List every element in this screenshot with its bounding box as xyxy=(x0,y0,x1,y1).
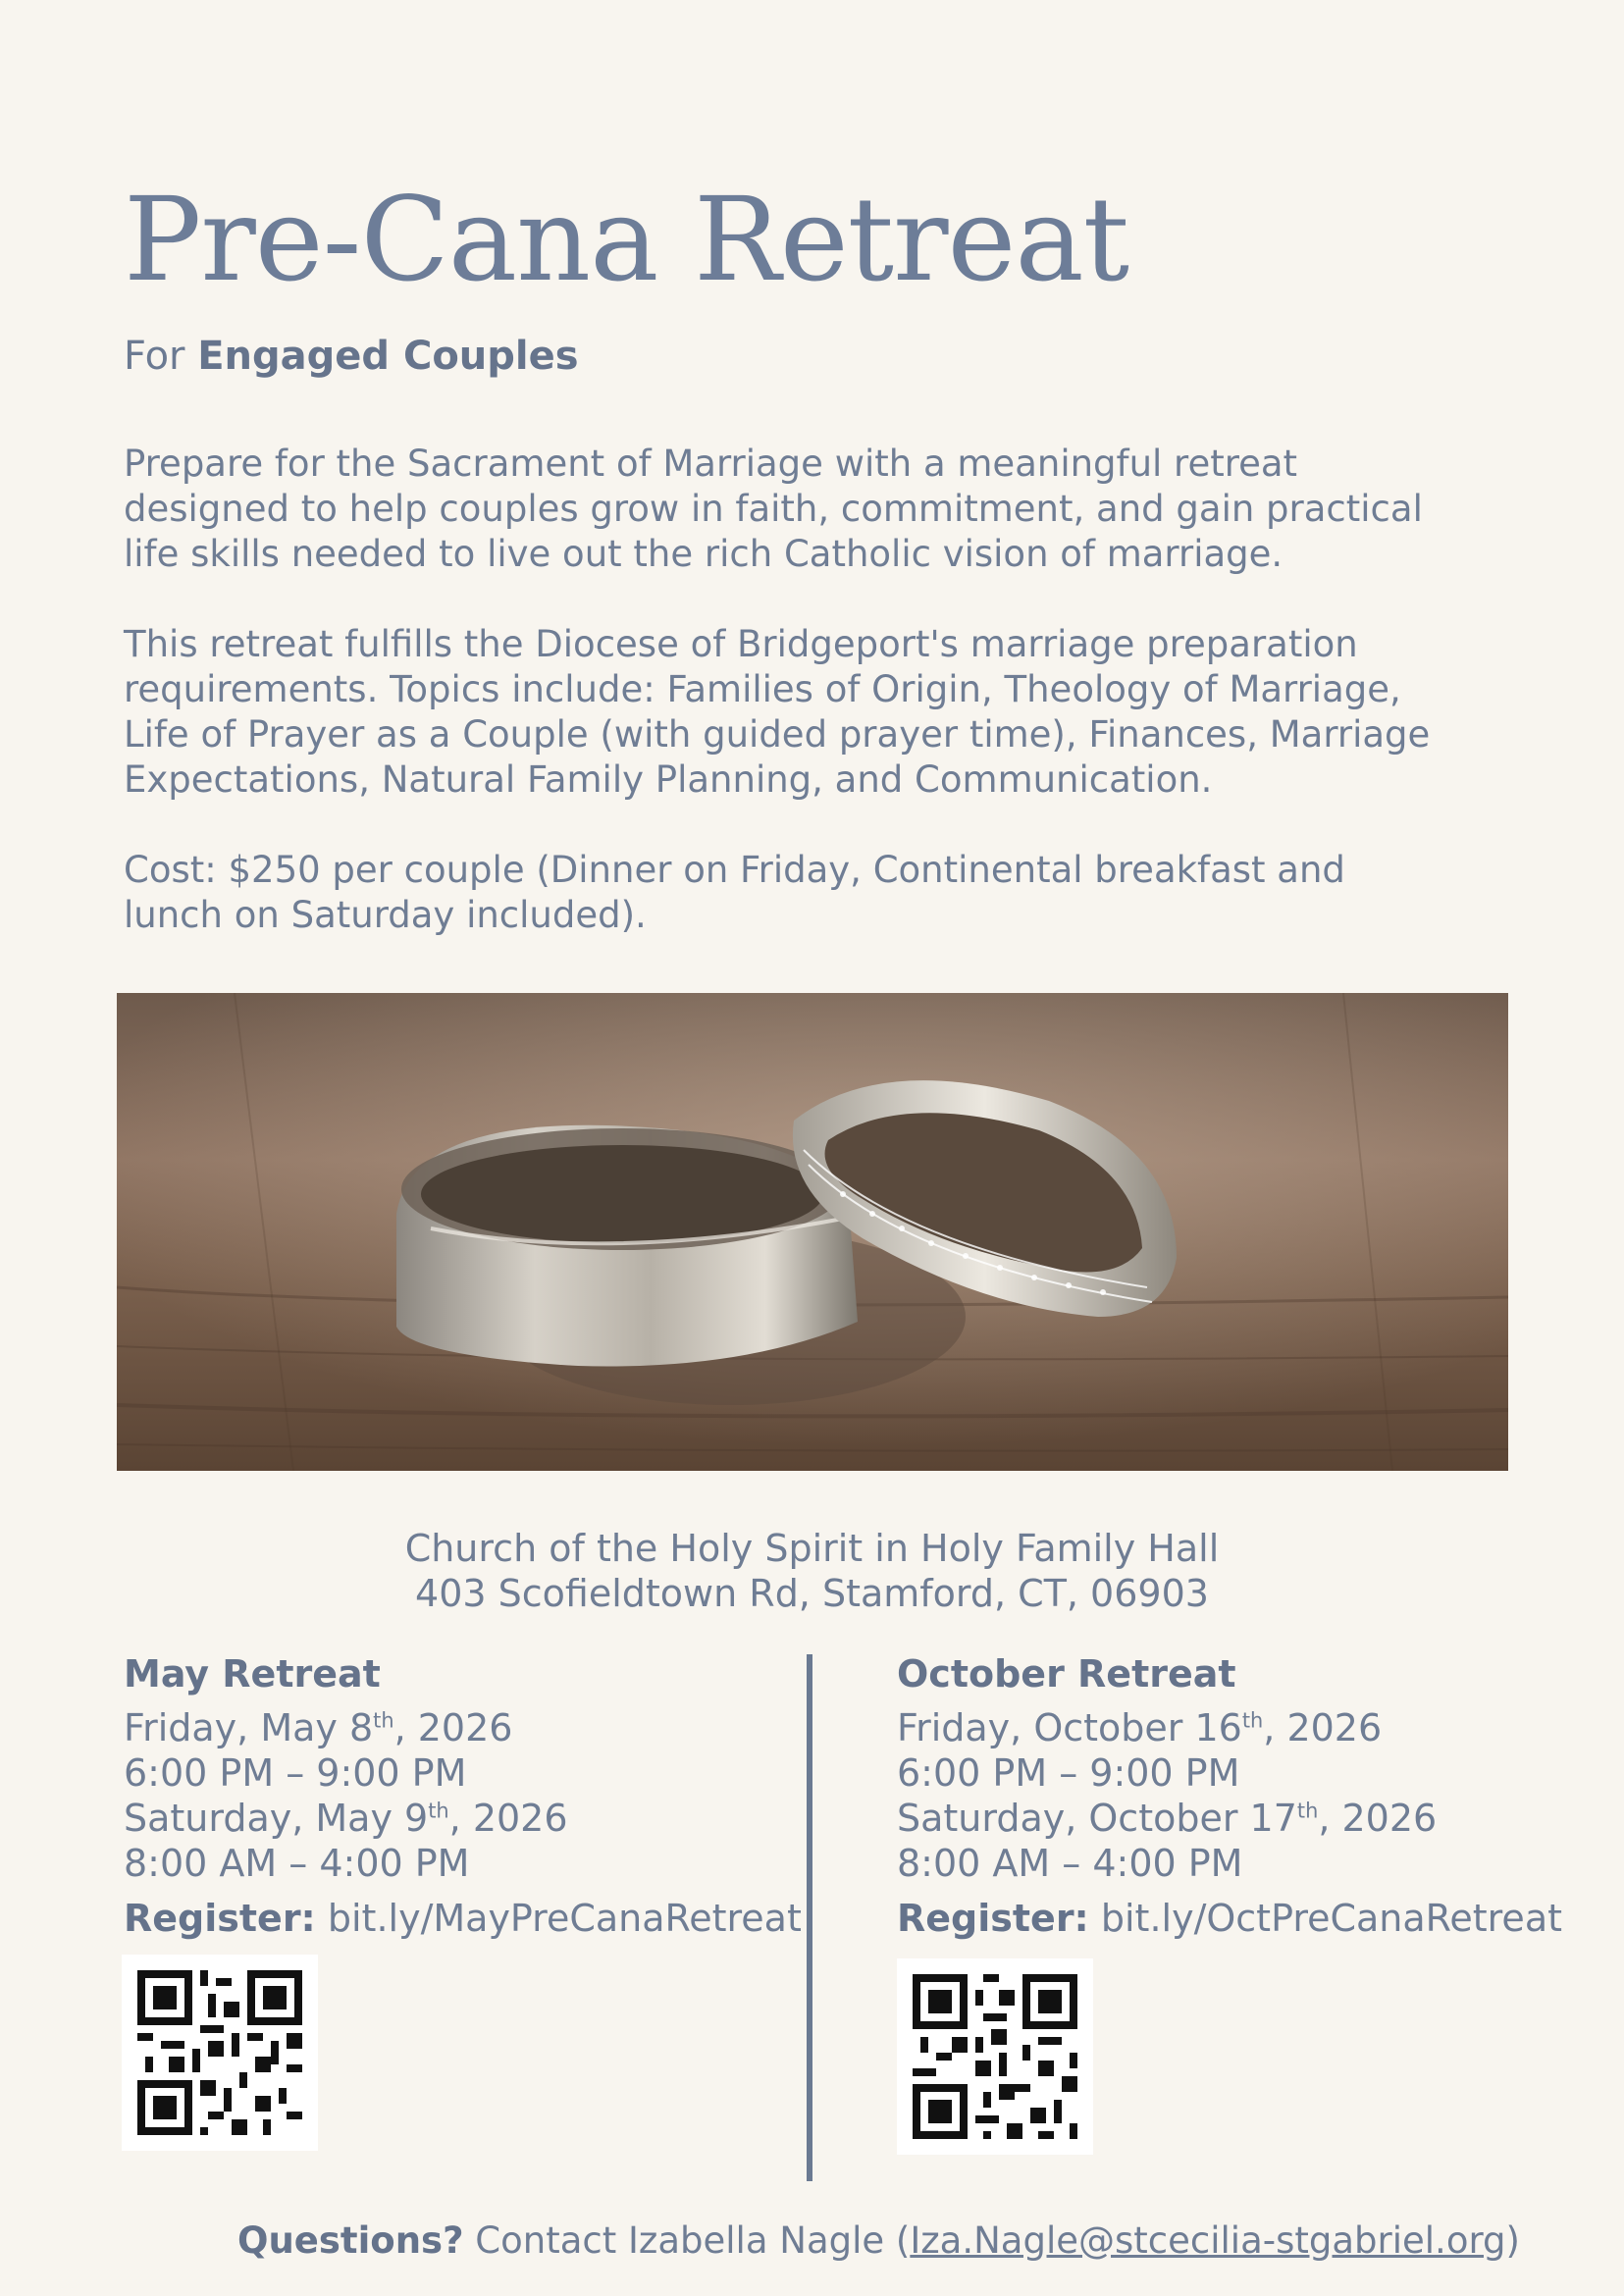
may-time2: 8:00 AM – 4:00 PM xyxy=(124,1842,470,1885)
may-qr-code-icon[interactable] xyxy=(122,1955,318,2151)
october-day1-suffix: th xyxy=(1241,1708,1264,1733)
may-time1: 6:00 PM – 9:00 PM xyxy=(124,1751,467,1795)
october-time2: 8:00 AM – 4:00 PM xyxy=(897,1842,1243,1885)
contact-email-link[interactable]: Iza.Nagle@stcecilia-stgabriel.org xyxy=(910,2219,1506,2262)
may-register-label: Register: xyxy=(124,1897,316,1940)
intro-paragraph: Prepare for the Sacrament of Marriage with a meaningful retreat designed to help couples grow in faith, commitment, and gain practical life skills needed to live out the rich Catholic vision of marriage. xyxy=(124,443,1423,575)
venue xyxy=(0,1526,1624,1616)
page-title: Pre-Cana Retreat xyxy=(124,172,1129,307)
subtitle-bold: Engaged Couples xyxy=(197,334,579,379)
october-day2-suffix: th xyxy=(1296,1799,1319,1823)
subtitle-prefix: For xyxy=(124,334,185,379)
october-qr-code-icon[interactable] xyxy=(897,1958,1093,2155)
may-day2-suffix: th xyxy=(428,1799,449,1823)
venue-address: 403 Scofieldtown Rd, Stamford, CT, 06903 xyxy=(415,1572,1209,1615)
wedding-rings-photo xyxy=(117,993,1508,1471)
contact-footer xyxy=(237,2219,1520,2262)
may-day2-date: Saturday, May 9 xyxy=(124,1797,429,1840)
may-day1 xyxy=(124,1705,802,1750)
may-register xyxy=(124,1896,802,1941)
october-time1: 6:00 PM – 9:00 PM xyxy=(897,1751,1240,1795)
cost-paragraph: Cost: $250 per couple (Dinner on Friday, Continental breakfast and lunch on Saturday included). xyxy=(124,849,1345,936)
column-divider xyxy=(807,1654,812,2181)
october-register-label: Register: xyxy=(897,1897,1089,1940)
footer-label: Questions? xyxy=(237,2219,464,2262)
october-retreat xyxy=(897,1650,1562,1941)
may-day1-suffix: th xyxy=(373,1708,394,1733)
october-day2 xyxy=(897,1796,1562,1841)
may-retreat xyxy=(124,1650,802,1941)
october-day2-date: Saturday, October 17 xyxy=(897,1797,1297,1840)
may-register-link[interactable]: bit.ly/MayPreCanaRetreat xyxy=(327,1897,802,1940)
may-day2-year: , 2026 xyxy=(448,1797,568,1840)
venue-name: Church of the Holy Spirit in Holy Family Hall xyxy=(404,1527,1220,1570)
may-day2 xyxy=(124,1796,802,1841)
october-day1-year: , 2026 xyxy=(1263,1706,1383,1749)
may-day1-date: Friday, May 8 xyxy=(124,1706,374,1749)
october-day1-date: Friday, October 16 xyxy=(897,1706,1242,1749)
october-register-link[interactable]: bit.ly/OctPreCanaRetreat xyxy=(1100,1897,1562,1940)
may-retreat-heading: May Retreat xyxy=(124,1652,381,1696)
subtitle xyxy=(124,334,579,379)
october-retreat-heading: October Retreat xyxy=(897,1652,1236,1696)
may-day1-year: , 2026 xyxy=(393,1706,513,1749)
october-day2-year: , 2026 xyxy=(1318,1797,1438,1840)
footer-text: Contact Izabella Nagle ( xyxy=(475,2219,911,2262)
footer-close: ) xyxy=(1505,2219,1520,2262)
october-register xyxy=(897,1896,1562,1941)
requirements-paragraph: This retreat fulfills the Diocese of Bridgeport's marriage preparation requirements. Topics include: Families of Origin, Theology of Marriage, Life of Prayer as a Couple (with guided prayer time), Finances, Marriage Expectations, Natural Family Planning, and Communication. xyxy=(124,623,1431,801)
october-day1 xyxy=(897,1705,1562,1750)
